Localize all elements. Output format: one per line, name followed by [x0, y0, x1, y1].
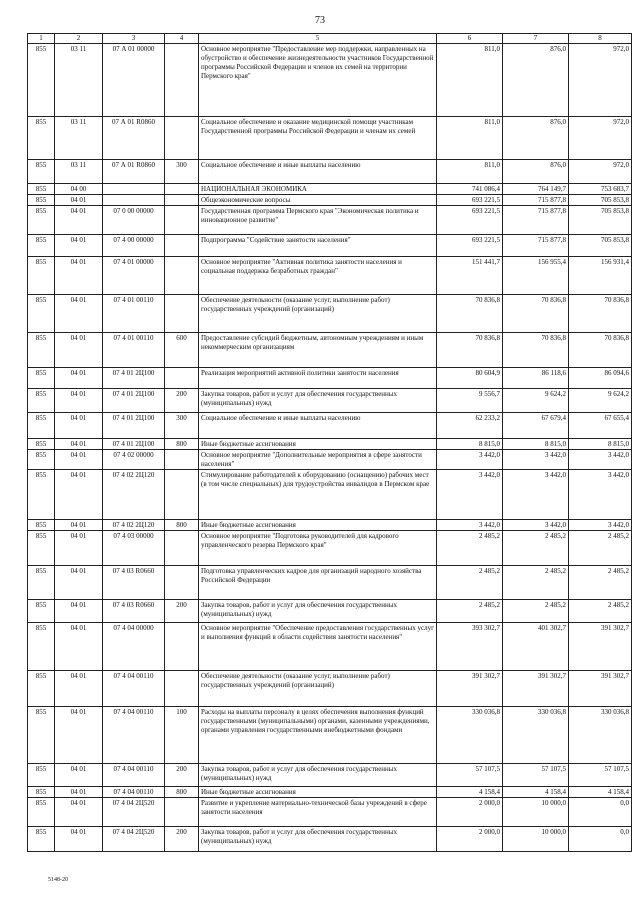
- target-item-cell: 07 4 04 2Ц520: [103, 798, 165, 827]
- amount-year2-cell: 876,0: [503, 117, 569, 160]
- amount-year2-cell: 715 877,8: [503, 235, 569, 257]
- column-header: 1: [28, 34, 55, 44]
- table-row: [28, 671, 632, 707]
- item-name-cell: Иные бюджетные ассигнования: [199, 520, 437, 531]
- amount-year3-cell: 57 107,5: [569, 764, 632, 787]
- amount-year1-cell: 2 000,0: [437, 827, 503, 852]
- section-code-cell: 04 01: [55, 206, 103, 235]
- section-code-cell: 03 11: [55, 160, 103, 184]
- amount-year2-cell: 10 000,0: [503, 827, 569, 852]
- amount-year1-cell: 9 556,7: [437, 389, 503, 413]
- ministry-code-cell: 855: [28, 235, 55, 257]
- target-item-cell: 07 4 04 00110: [103, 671, 165, 707]
- item-name-cell: НАЦИОНАЛЬНАЯ ЭКОНОМИКА: [199, 184, 437, 195]
- section-code-cell: 04 01: [55, 531, 103, 566]
- amount-year3-cell: 972,0: [569, 117, 632, 160]
- amount-year2-cell: 715 877,8: [503, 206, 569, 235]
- expense-type-cell: [165, 623, 199, 671]
- item-name-cell: Подпрограмма "Содействие занятости населения": [199, 235, 437, 257]
- amount-year1-cell: 391 302,7: [437, 671, 503, 707]
- table-row: [28, 44, 632, 117]
- amount-year2-cell: 3 442,0: [503, 450, 569, 470]
- item-name-cell: Закупка товаров, работ и услуг для обеспечения государственных (муниципальных) нужд: [199, 389, 437, 413]
- ministry-code-cell: 855: [28, 531, 55, 566]
- expense-type-cell: [165, 470, 199, 520]
- amount-year1-cell: 3 442,0: [437, 450, 503, 470]
- amount-year3-cell: 705 853,8: [569, 206, 632, 235]
- amount-year1-cell: 811,0: [437, 160, 503, 184]
- amount-year3-cell: 9 624,2: [569, 389, 632, 413]
- target-item-cell: 07 4 01 00000: [103, 257, 165, 295]
- amount-year2-cell: 70 836,8: [503, 333, 569, 368]
- item-name-cell: Государственная программа Пермского края "Экономическая политика и инновационное развитие": [199, 206, 437, 235]
- target-item-cell: 07 4 01 2Ц100: [103, 389, 165, 413]
- table-row: [28, 368, 632, 389]
- ministry-code-cell: 855: [28, 671, 55, 707]
- item-name-cell: Иные бюджетные ассигнования: [199, 787, 437, 798]
- table-row: [28, 787, 632, 798]
- amount-year1-cell: 693 221,5: [437, 235, 503, 257]
- expense-type-cell: 800: [165, 787, 199, 798]
- column-header: 8: [569, 34, 632, 44]
- expense-type-cell: 200: [165, 600, 199, 623]
- ministry-code-cell: 855: [28, 44, 55, 117]
- expense-type-cell: 200: [165, 389, 199, 413]
- expense-type-cell: [165, 368, 199, 389]
- expense-type-cell: [165, 195, 199, 206]
- section-code-cell: 04 01: [55, 257, 103, 295]
- expense-type-cell: [165, 450, 199, 470]
- table-row: [28, 600, 632, 623]
- section-code-cell: 04 01: [55, 520, 103, 531]
- amount-year2-cell: 8 815,0: [503, 439, 569, 450]
- amount-year2-cell: 86 118,6: [503, 368, 569, 389]
- column-header: 2: [55, 34, 103, 44]
- amount-year3-cell: 70 836,8: [569, 333, 632, 368]
- target-item-cell: 07 4 04 00110: [103, 764, 165, 787]
- item-name-cell: Стимулирование работодателей к оборудованию (оснащению) рабочих мест (в том числе специальных) для трудоустройства инвалидов в Пермском крае: [199, 470, 437, 520]
- table-row: [28, 764, 632, 787]
- item-name-cell: Реализация мероприятий активной политики занятости населения: [199, 368, 437, 389]
- ministry-code-cell: 855: [28, 439, 55, 450]
- ministry-code-cell: 855: [28, 787, 55, 798]
- item-name-cell: Закупка товаров, работ и услуг для обеспечения государственных (муниципальных) нужд: [199, 600, 437, 623]
- section-code-cell: 04 01: [55, 787, 103, 798]
- target-item-cell: 07 4 02 00000: [103, 450, 165, 470]
- amount-year2-cell: 391 302,7: [503, 671, 569, 707]
- target-item-cell: 07 4 04 00110: [103, 707, 165, 764]
- amount-year3-cell: 972,0: [569, 160, 632, 184]
- expense-type-cell: [165, 798, 199, 827]
- ministry-code-cell: 855: [28, 566, 55, 600]
- table-body: [28, 44, 632, 852]
- amount-year3-cell: 753 683,7: [569, 184, 632, 195]
- amount-year1-cell: 57 107,5: [437, 764, 503, 787]
- table-row: [28, 160, 632, 184]
- amount-year1-cell: 80 604,9: [437, 368, 503, 389]
- footer-code: 5148-20: [48, 877, 68, 883]
- amount-year2-cell: 57 107,5: [503, 764, 569, 787]
- amount-year3-cell: 391 302,7: [569, 623, 632, 671]
- expense-type-cell: 100: [165, 707, 199, 764]
- amount-year2-cell: 10 000,0: [503, 798, 569, 827]
- table-row: [28, 235, 632, 257]
- expense-type-cell: 800: [165, 520, 199, 531]
- amount-year2-cell: 876,0: [503, 44, 569, 117]
- table-row: [28, 798, 632, 827]
- item-name-cell: Закупка товаров, работ и услуг для обеспечения государственных (муниципальных) нужд: [199, 764, 437, 787]
- ministry-code-cell: 855: [28, 195, 55, 206]
- amount-year3-cell: 86 094,6: [569, 368, 632, 389]
- item-name-cell: Основное мероприятие "Подготовка руководителей для кадрового управленческого резерва Пермского края": [199, 531, 437, 566]
- amount-year3-cell: 3 442,0: [569, 450, 632, 470]
- amount-year3-cell: 705 853,8: [569, 235, 632, 257]
- amount-year1-cell: 8 815,0: [437, 439, 503, 450]
- amount-year1-cell: 811,0: [437, 44, 503, 117]
- amount-year2-cell: 9 624,2: [503, 389, 569, 413]
- ministry-code-cell: 855: [28, 206, 55, 235]
- table-row: [28, 333, 632, 368]
- amount-year1-cell: 3 442,0: [437, 520, 503, 531]
- amount-year2-cell: 2 485,2: [503, 531, 569, 566]
- amount-year1-cell: 3 442,0: [437, 470, 503, 520]
- expense-type-cell: [165, 671, 199, 707]
- item-name-cell: Подготовка управленческих кадров для организаций народного хозяйства Российской Федерации: [199, 566, 437, 600]
- amount-year1-cell: 693 221,5: [437, 195, 503, 206]
- amount-year3-cell: 0,0: [569, 798, 632, 827]
- table-row: [28, 566, 632, 600]
- ministry-code-cell: 855: [28, 798, 55, 827]
- table-row: [28, 413, 632, 439]
- section-code-cell: 04 01: [55, 195, 103, 206]
- expense-type-cell: [165, 566, 199, 600]
- item-name-cell: Предоставление субсидий бюджетным, автономным учреждениям и иным некоммерческим организациям: [199, 333, 437, 368]
- item-name-cell: Основное мероприятие "Дополнительные мероприятия в сфере занятости населения": [199, 450, 437, 470]
- amount-year1-cell: 62 233,2: [437, 413, 503, 439]
- ministry-code-cell: 855: [28, 450, 55, 470]
- section-code-cell: 04 01: [55, 671, 103, 707]
- table-row: [28, 520, 632, 531]
- ministry-code-cell: 855: [28, 623, 55, 671]
- ministry-code-cell: 855: [28, 184, 55, 195]
- amount-year1-cell: 693 221,5: [437, 206, 503, 235]
- section-code-cell: 03 11: [55, 117, 103, 160]
- amount-year1-cell: 330 036,8: [437, 707, 503, 764]
- amount-year1-cell: 393 302,7: [437, 623, 503, 671]
- target-item-cell: 07 0 00 00000: [103, 206, 165, 235]
- amount-year1-cell: 70 836,8: [437, 295, 503, 333]
- ministry-code-cell: 855: [28, 257, 55, 295]
- target-item-cell: 07 А 01 00000: [103, 44, 165, 117]
- section-code-cell: 03 11: [55, 44, 103, 117]
- target-item-cell: 07 4 01 2Ц100: [103, 439, 165, 450]
- target-item-cell: 07 4 04 00110: [103, 787, 165, 798]
- amount-year2-cell: 2 485,2: [503, 600, 569, 623]
- expense-type-cell: [165, 257, 199, 295]
- section-code-cell: 04 01: [55, 333, 103, 368]
- item-name-cell: Расходы на выплаты персоналу в целях обеспечения выполнения функций государственными (муниципальными) органами, казенными учреждениями, органами управления государственными внебюджетными фондами: [199, 707, 437, 764]
- expense-type-cell: [165, 44, 199, 117]
- table-row: [28, 389, 632, 413]
- item-name-cell: Обеспечение деятельности (оказание услуг, выполнение работ) государственных учреждений (организаций): [199, 295, 437, 333]
- section-code-cell: 04 01: [55, 389, 103, 413]
- target-item-cell: 07 А 01 R0860: [103, 117, 165, 160]
- amount-year3-cell: 2 485,2: [569, 566, 632, 600]
- target-item-cell: 07 4 01 2Ц100: [103, 413, 165, 439]
- amount-year2-cell: 67 679,4: [503, 413, 569, 439]
- section-code-cell: 04 01: [55, 566, 103, 600]
- ministry-code-cell: 855: [28, 520, 55, 531]
- table-row: [28, 184, 632, 195]
- ministry-code-cell: 855: [28, 600, 55, 623]
- section-code-cell: 04 01: [55, 235, 103, 257]
- amount-year1-cell: 741 086,4: [437, 184, 503, 195]
- target-item-cell: 07 4 03 R0660: [103, 566, 165, 600]
- section-code-cell: 04 01: [55, 450, 103, 470]
- section-code-cell: 04 01: [55, 827, 103, 852]
- target-item-cell: 07 4 03 00000: [103, 531, 165, 566]
- ministry-code-cell: 855: [28, 413, 55, 439]
- expense-type-cell: 600: [165, 333, 199, 368]
- target-item-cell: [103, 184, 165, 195]
- expense-type-cell: [165, 206, 199, 235]
- amount-year3-cell: 3 442,0: [569, 470, 632, 520]
- item-name-cell: Развитие и укрепление материально-технической базы учреждений в сфере занятости населения: [199, 798, 437, 827]
- column-header: 5: [199, 34, 437, 44]
- table-row: [28, 531, 632, 566]
- target-item-cell: 07 4 04 2Ц520: [103, 827, 165, 852]
- ministry-code-cell: 855: [28, 333, 55, 368]
- amount-year1-cell: 151 441,7: [437, 257, 503, 295]
- amount-year3-cell: 2 485,2: [569, 600, 632, 623]
- amount-year3-cell: 70 836,8: [569, 295, 632, 333]
- amount-year1-cell: 811,0: [437, 117, 503, 160]
- item-name-cell: Основное мероприятие "Обеспечение предоставления государственных услуг и выполнения функций в области содействия занятости населения": [199, 623, 437, 671]
- table-row: [28, 195, 632, 206]
- column-header: 7: [503, 34, 569, 44]
- section-code-cell: 04 01: [55, 600, 103, 623]
- column-header: 4: [165, 34, 199, 44]
- item-name-cell: Социальное обеспечение и иные выплаты населению: [199, 413, 437, 439]
- table-row: [28, 257, 632, 295]
- amount-year2-cell: 3 442,0: [503, 520, 569, 531]
- target-item-cell: 07 4 02 2Ц120: [103, 470, 165, 520]
- ministry-code-cell: 855: [28, 764, 55, 787]
- section-code-cell: 04 01: [55, 623, 103, 671]
- amount-year3-cell: 8 815,0: [569, 439, 632, 450]
- amount-year1-cell: 70 836,8: [437, 333, 503, 368]
- amount-year3-cell: 330 036,8: [569, 707, 632, 764]
- item-name-cell: Основное мероприятие "Предоставление мер поддержки, направленных на обустройство и обеспечение жизнедеятельности участников Государственной программы Российской Федерации и членов их семей на территории Пермского края": [199, 44, 437, 117]
- section-code-cell: 04 01: [55, 439, 103, 450]
- amount-year2-cell: 764 149,7: [503, 184, 569, 195]
- target-item-cell: 07 4 01 2Ц100: [103, 368, 165, 389]
- amount-year1-cell: 2 485,2: [437, 566, 503, 600]
- section-code-cell: 04 01: [55, 368, 103, 389]
- target-item-cell: 07 4 01 00110: [103, 295, 165, 333]
- section-code-cell: 04 01: [55, 764, 103, 787]
- target-item-cell: 07 4 02 2Ц120: [103, 520, 165, 531]
- amount-year3-cell: 0,0: [569, 827, 632, 852]
- target-item-cell: [103, 195, 165, 206]
- ministry-code-cell: 855: [28, 117, 55, 160]
- section-code-cell: 04 01: [55, 295, 103, 333]
- table-row: [28, 450, 632, 470]
- column-header: 6: [437, 34, 503, 44]
- item-name-cell: Общеэкономические вопросы: [199, 195, 437, 206]
- amount-year3-cell: 156 931,4: [569, 257, 632, 295]
- expense-type-cell: 200: [165, 764, 199, 787]
- expense-type-cell: [165, 531, 199, 566]
- budget-table: [27, 33, 632, 852]
- amount-year1-cell: 2 485,2: [437, 600, 503, 623]
- table-row: [28, 623, 632, 671]
- target-item-cell: 07 4 03 R0660: [103, 600, 165, 623]
- table-row: [28, 206, 632, 235]
- expense-type-cell: 300: [165, 413, 199, 439]
- amount-year3-cell: 3 442,0: [569, 520, 632, 531]
- expense-type-cell: [165, 295, 199, 333]
- amount-year2-cell: 3 442,0: [503, 470, 569, 520]
- ministry-code-cell: 855: [28, 368, 55, 389]
- amount-year2-cell: 401 302,7: [503, 623, 569, 671]
- amount-year1-cell: 2 000,0: [437, 798, 503, 827]
- amount-year2-cell: 876,0: [503, 160, 569, 184]
- table-row: [28, 295, 632, 333]
- expense-type-cell: 200: [165, 827, 199, 852]
- amount-year3-cell: 705 853,8: [569, 195, 632, 206]
- expense-type-cell: [165, 184, 199, 195]
- column-header: 3: [103, 34, 165, 44]
- item-name-cell: Иные бюджетные ассигнования: [199, 439, 437, 450]
- expense-type-cell: 800: [165, 439, 199, 450]
- item-name-cell: Социальное обеспечение и оказание медицинской помощи участникам Государственной программы Российской Федерации и членам их семей: [199, 117, 437, 160]
- section-code-cell: 04 01: [55, 798, 103, 827]
- amount-year2-cell: 4 158,4: [503, 787, 569, 798]
- item-name-cell: Обеспечение деятельности (оказание услуг, выполнение работ) государственных учреждений (организаций): [199, 671, 437, 707]
- table-row: [28, 827, 632, 852]
- amount-year3-cell: 972,0: [569, 44, 632, 117]
- amount-year2-cell: 330 036,8: [503, 707, 569, 764]
- ministry-code-cell: 855: [28, 707, 55, 764]
- target-item-cell: 07 4 01 00110: [103, 333, 165, 368]
- amount-year3-cell: 4 158,4: [569, 787, 632, 798]
- target-item-cell: 07 А 01 R0860: [103, 160, 165, 184]
- amount-year2-cell: 70 836,8: [503, 295, 569, 333]
- section-code-cell: 04 00: [55, 184, 103, 195]
- ministry-code-cell: 855: [28, 470, 55, 520]
- amount-year2-cell: 2 485,2: [503, 566, 569, 600]
- ministry-code-cell: 855: [28, 389, 55, 413]
- ministry-code-cell: 855: [28, 160, 55, 184]
- expense-type-cell: [165, 235, 199, 257]
- section-code-cell: 04 01: [55, 470, 103, 520]
- amount-year2-cell: 156 955,4: [503, 257, 569, 295]
- amount-year1-cell: 2 485,2: [437, 531, 503, 566]
- amount-year2-cell: 715 877,8: [503, 195, 569, 206]
- header-row: [28, 34, 632, 44]
- target-item-cell: 07 4 00 00000: [103, 235, 165, 257]
- table-row: [28, 439, 632, 450]
- ministry-code-cell: 855: [28, 827, 55, 852]
- item-name-cell: Социальное обеспечение и иные выплаты населению: [199, 160, 437, 184]
- amount-year1-cell: 4 158,4: [437, 787, 503, 798]
- amount-year3-cell: 391 302,7: [569, 671, 632, 707]
- section-code-cell: 04 01: [55, 707, 103, 764]
- page-number: 73: [315, 15, 325, 26]
- amount-year3-cell: 67 655,4: [569, 413, 632, 439]
- expense-type-cell: 300: [165, 160, 199, 184]
- expense-type-cell: [165, 117, 199, 160]
- amount-year3-cell: 2 485,2: [569, 531, 632, 566]
- item-name-cell: Основное мероприятие "Активная политика занятости населения и социальная поддержка безработных граждан": [199, 257, 437, 295]
- item-name-cell: Закупка товаров, работ и услуг для обеспечения государственных (муниципальных) нужд: [199, 827, 437, 852]
- table-row: [28, 117, 632, 160]
- section-code-cell: 04 01: [55, 413, 103, 439]
- ministry-code-cell: 855: [28, 295, 55, 333]
- table-row: [28, 707, 632, 764]
- target-item-cell: 07 4 04 00000: [103, 623, 165, 671]
- table-row: [28, 470, 632, 520]
